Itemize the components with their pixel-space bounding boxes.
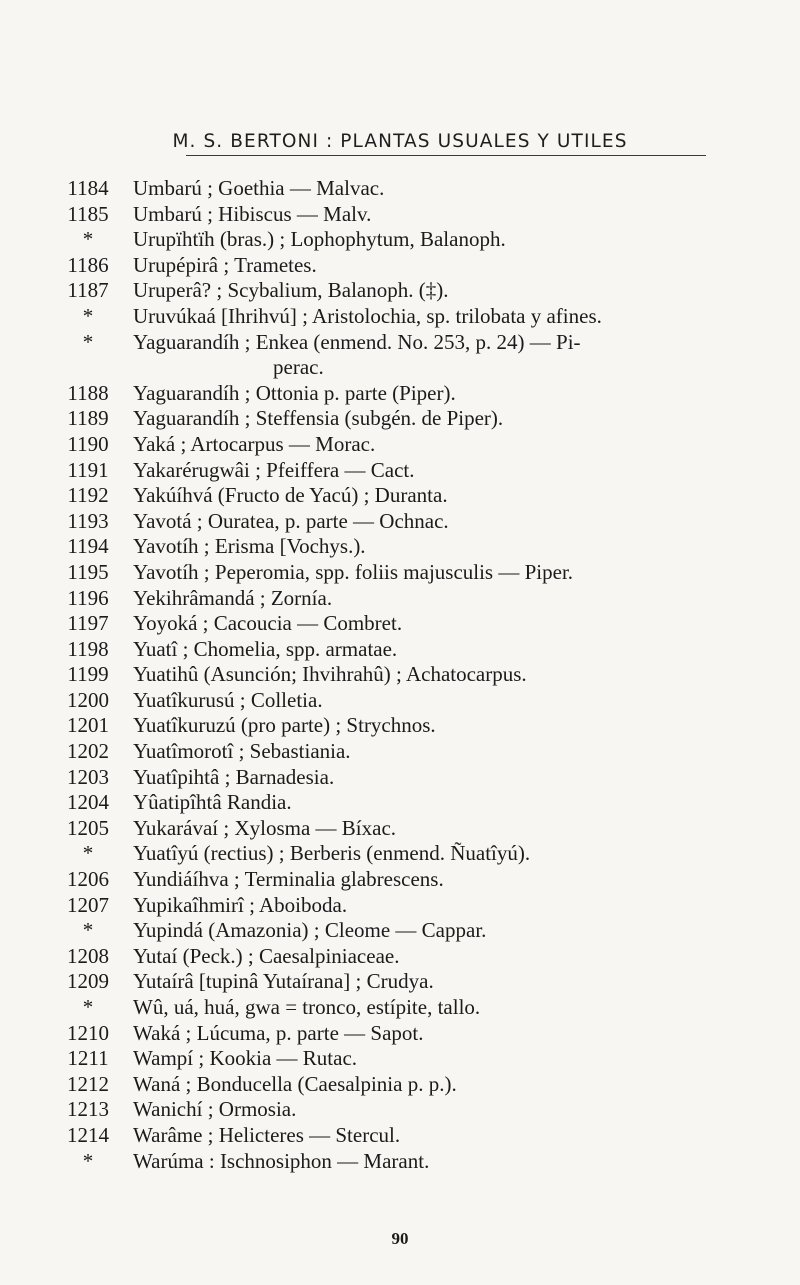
entry-text: Yakúíhvá (Fructo de Yacú) ; Duranta. <box>133 483 448 508</box>
entry-number: 1197 <box>67 611 109 636</box>
entry-text: Yundiáíhva ; Terminalia glabrescens. <box>133 867 444 892</box>
entry-number: * <box>82 303 94 328</box>
entry-text: Urupépirâ ; Trametes. <box>133 252 317 277</box>
entry-number: 1209 <box>67 969 109 994</box>
entry-number: * <box>82 329 94 354</box>
list-item <box>60 637 780 663</box>
entry-number: 1205 <box>67 815 109 840</box>
entry-text: Warúma : Ischnosiphon — Marant. <box>133 1148 430 1173</box>
entry-text: Yûatipîhtâ Randia. <box>133 790 292 815</box>
entry-number: 1196 <box>67 585 109 610</box>
list-item-continuation <box>60 355 780 381</box>
entry-number: 1210 <box>67 1020 109 1045</box>
entry-number: 1200 <box>67 687 109 712</box>
list-item <box>60 381 780 407</box>
entry-text: Urupïhtïh (bras.) ; Lophophytum, Balanoph. <box>133 227 506 252</box>
entry-number: 1203 <box>67 764 109 789</box>
list-item <box>60 202 780 228</box>
entry-text: Yuatihû (Asunción; Ihvihrahû) ; Achatocarpus. <box>133 662 527 687</box>
entry-number: 1184 <box>67 176 109 200</box>
entry-text: Yuatîkurusú ; Colletia. <box>133 687 323 712</box>
list-item <box>60 1046 780 1072</box>
entry-text: Yaguarandíh ; Ottonia p. parte (Piper). <box>133 380 456 405</box>
list-item <box>60 688 780 714</box>
list-item <box>60 560 780 586</box>
entry-text: Umbarú ; Hibiscus — Malv. <box>133 201 372 226</box>
entry-text: Yekihrâmandá ; Zornía. <box>133 585 333 610</box>
entry-number: 1202 <box>67 739 109 764</box>
list-item <box>60 458 780 484</box>
entry-text: Umbarú ; Goethia — Malvac. <box>133 176 385 200</box>
list-item <box>60 586 780 612</box>
list-item <box>60 841 780 867</box>
entry-text: Waká ; Lúcuma, p. parte — Sapot. <box>133 1020 424 1045</box>
list-item <box>60 969 780 995</box>
entry-number: * <box>82 227 94 252</box>
page-number: 90 <box>391 1229 409 1248</box>
list-item <box>60 790 780 816</box>
list-item <box>60 176 780 202</box>
entry-text: Yukarávaí ; Xylosma — Bíxac. <box>133 815 397 840</box>
running-header: M. S. BERTONI : PLANTAS USUALES Y UTILES <box>172 131 628 152</box>
list-item <box>60 918 780 944</box>
list-item <box>60 944 780 970</box>
list-item <box>60 816 780 842</box>
species-list <box>60 176 780 1174</box>
entry-text: Yutaírâ [tupinâ Yutaírana] ; Crudya. <box>133 969 434 994</box>
entry-text: Yuatîpihtâ ; Barnadesia. <box>133 764 335 789</box>
header-rule <box>186 155 706 156</box>
list-item <box>60 713 780 739</box>
list-item <box>60 406 780 432</box>
entry-text: perac. <box>273 355 324 380</box>
list-item <box>60 995 780 1021</box>
entry-number: 1207 <box>67 892 109 917</box>
list-item <box>60 765 780 791</box>
list-item <box>60 1072 780 1098</box>
entry-number <box>60 355 116 381</box>
list-item <box>60 330 780 356</box>
list-item <box>60 278 780 304</box>
list-item <box>60 1021 780 1047</box>
entry-number: 1190 <box>67 431 109 456</box>
list-item <box>60 483 780 509</box>
entry-text: Yakarérugwâi ; Pfeiffera — Cact. <box>133 457 415 482</box>
entry-number: 1195 <box>67 559 109 584</box>
entry-text: Waná ; Bonducella (Caesalpinia p. p.). <box>133 1071 457 1096</box>
list-item <box>60 227 780 253</box>
entry-text: Yupikaîhmirî ; Aboiboda. <box>133 892 348 917</box>
entry-text: Yuatîmorotî ; Sebastiania. <box>133 739 351 764</box>
entry-text: Yavotíh ; Erisma [Vochys.). <box>133 534 366 559</box>
entry-number: * <box>82 841 94 866</box>
entry-number: 1185 <box>67 201 109 226</box>
list-item <box>60 1097 780 1123</box>
entry-text: Yutaí (Peck.) ; Caesalpiniaceae. <box>133 943 400 968</box>
list-item <box>60 893 780 919</box>
entry-number: 1194 <box>67 534 109 559</box>
entry-number: 1188 <box>67 380 109 405</box>
entry-number: 1198 <box>67 636 109 661</box>
entry-text: Yavotá ; Ouratea, p. parte — Ochnac. <box>133 508 449 533</box>
entry-number: 1199 <box>67 662 109 687</box>
entry-text: Uruvúkaá [Ihrihvú] ; Aristolochia, sp. trilobata y afines. <box>133 303 602 328</box>
entry-number: 1206 <box>67 867 109 892</box>
list-item <box>60 253 780 279</box>
entry-number: 1193 <box>67 508 109 533</box>
entry-text: Yuatîkuruzú (pro parte) ; Strychnos. <box>133 713 436 738</box>
entry-number: 1213 <box>67 1097 109 1122</box>
entry-text: Warâme ; Helicteres — Stercul. <box>133 1122 401 1147</box>
entry-number: 1186 <box>67 252 109 277</box>
entry-text: Wû, uá, huá, gwa = tronco, estípite, tallo. <box>133 995 481 1019</box>
list-item <box>60 304 780 330</box>
entry-text: Yavotíh ; Peperomia, spp. foliis majusculis — Piper. <box>133 559 574 584</box>
entry-text: Wampí ; Kookia — Rutac. <box>133 1046 358 1071</box>
entry-text: Yuatî ; Chomelia, spp. armatae. <box>133 636 398 661</box>
list-item <box>60 432 780 458</box>
list-item <box>60 509 780 535</box>
list-item <box>60 662 780 688</box>
entry-number: 1191 <box>67 457 109 482</box>
entry-number: * <box>82 918 94 943</box>
entry-number: 1201 <box>67 713 109 738</box>
entry-text: Wanichí ; Ormosia. <box>133 1097 297 1122</box>
entry-text: Yuatîyú (rectius) ; Berberis (enmend. Ñuatîyú). <box>133 841 531 866</box>
entry-number: 1189 <box>67 406 109 431</box>
entry-text: Yaguarandíh ; Steffensia (subgén. de Piper). <box>133 406 504 431</box>
entry-number: 1214 <box>67 1122 109 1147</box>
entry-number: * <box>82 1148 94 1173</box>
entry-number: 1187 <box>67 278 109 303</box>
entry-text: Yupindá (Amazonia) ; Cleome — Cappar. <box>133 918 487 943</box>
entry-number: 1204 <box>67 790 109 815</box>
entry-text: Uruperâ? ; Scybalium, Balanoph. (‡). <box>133 278 449 303</box>
list-item <box>60 1123 780 1149</box>
list-item <box>60 739 780 765</box>
entry-number: 1192 <box>67 483 109 508</box>
entry-text: Yaká ; Artocarpus — Morac. <box>133 431 376 456</box>
entry-number: 1212 <box>67 1071 109 1096</box>
entry-number: 1211 <box>67 1046 109 1071</box>
entry-number: 1208 <box>67 943 109 968</box>
list-item <box>60 611 780 637</box>
list-item <box>60 1149 780 1175</box>
list-item <box>60 867 780 893</box>
list-item <box>60 534 780 560</box>
entry-text: Yoyoká ; Cacoucia — Combret. <box>133 611 403 636</box>
entry-number: * <box>82 995 94 1019</box>
entry-text: Yaguarandíh ; Enkea (enmend. No. 253, p. 24) — Pi- <box>133 329 581 354</box>
